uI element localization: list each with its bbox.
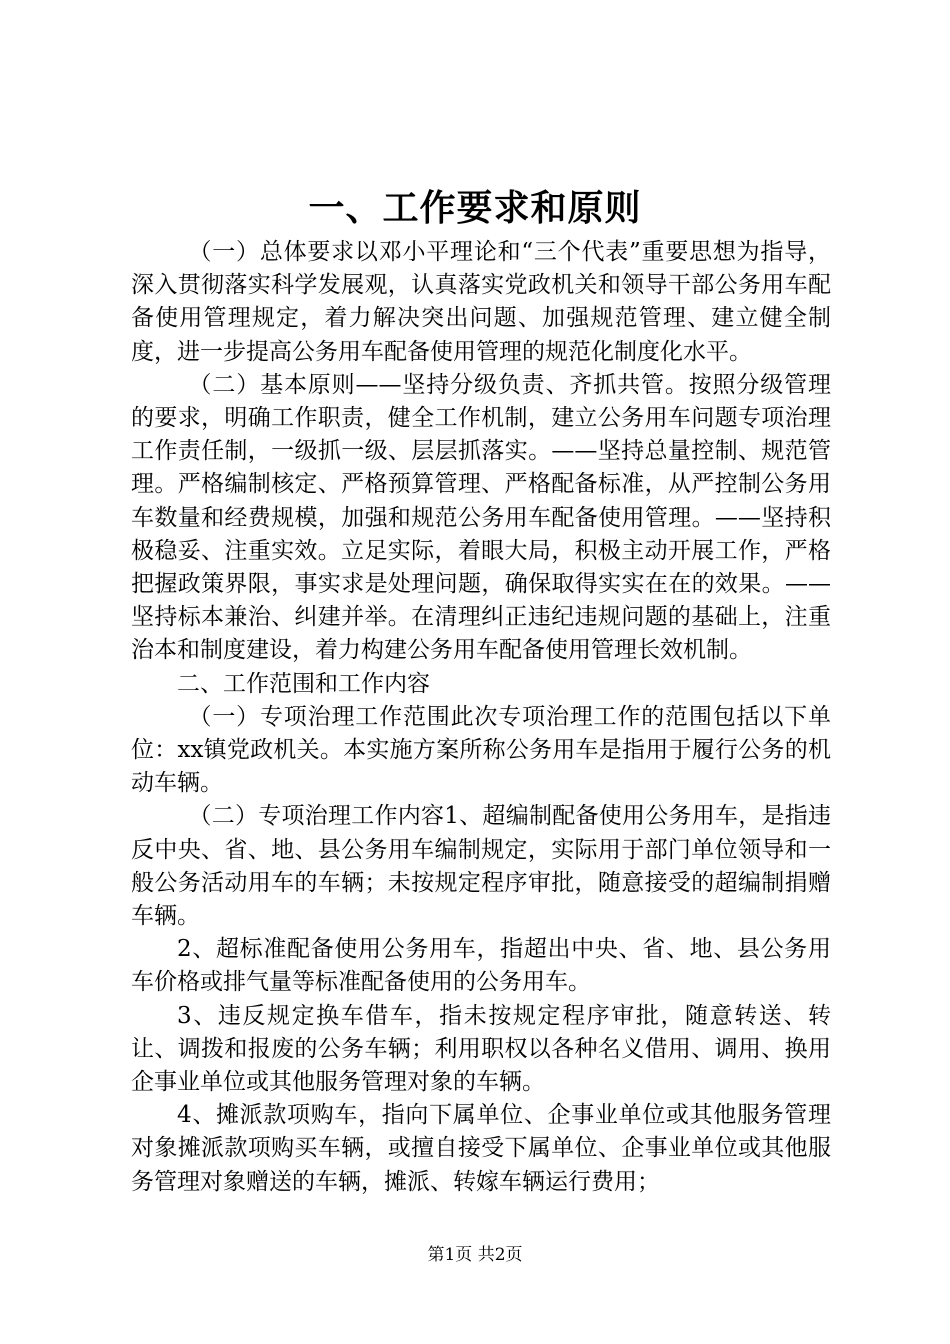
- paragraph-item-2: 2、超标准配备使用公务用车，指超出中央、省、地、县公务用车价格或排气量等标准配备使用的公务用车。: [131, 936, 831, 996]
- paragraph-item-3: 3、违反规定换车借车，指未按规定程序审批，随意转送、转让、调拨和报废的公务车辆；利用职权以各种名义借用、调用、换用企事业单位或其他服务管理对象的车辆。: [131, 1002, 831, 1096]
- paragraph-item-4: 4、摊派款项购车，指向下属单位、企事业单位或其他服务管理对象摊派款项购买车辆，或擅自接受下属单位、企事业单位或其他服务管理对象赠送的车辆，摊派、转嫁车辆运行费用；: [131, 1102, 831, 1195]
- page-number-footer: 第1页 共2页: [427, 1245, 523, 1265]
- paragraph-general-requirements: （一）总体要求以邓小平理论和“三个代表”重要思想为指导，深入贯彻落实科学发展观，认真落实党政机关和领导干部公务用车配备使用管理规定，着力解决突出问题、加强规范管理、建立健全制度，进一步提高公务用车配备使用管理的规范化制度化水平。: [131, 239, 831, 365]
- document-title: 一、工作要求和原则: [308, 187, 642, 229]
- paragraph-basic-principles: （二）基本原则——坚持分级负责、齐抓共管。按照分级管理的要求，明确工作职责，健全工作机制，建立公务用车问题专项治理工作责任制，一级抓一级、层层抓落实。——坚持总量控制、规范管理。严格编制核定、严格预算管理、严格配备标准，从严控制公务用车数量和经费规模，加强和规范公务用车配备使用管理。——坚持积极稳妥、注重实效。立足实际，着眼大局，积极主动开展工作，严格把握政策界限，事实求是处理问题，确保取得实实在在的效果。——坚持标本兼治、纠建并举。在清理纠正违纪违规问题的基础上，注重治本和制度建设，着力构建公务用车配备使用管理长效机制。: [131, 371, 831, 664]
- document-body: [131, 236, 831, 1199]
- paragraph-content: （二）专项治理工作内容1、超编制配备使用公务用车，是指违反中央、省、地、县公务用车编制规定，实际用于部门单位领导和一般公务活动用车的车辆；未按规定程序审批，随意接受的超编制捐赠车辆。: [131, 803, 831, 930]
- paragraph-scope: （一）专项治理工作范围此次专项治理工作的范围包括以下单位：xx镇党政机关。本实施方案所称公务用车是指用于履行公务的机动车辆。: [131, 703, 831, 797]
- section-heading-scope: 二、工作范围和工作内容: [177, 670, 430, 697]
